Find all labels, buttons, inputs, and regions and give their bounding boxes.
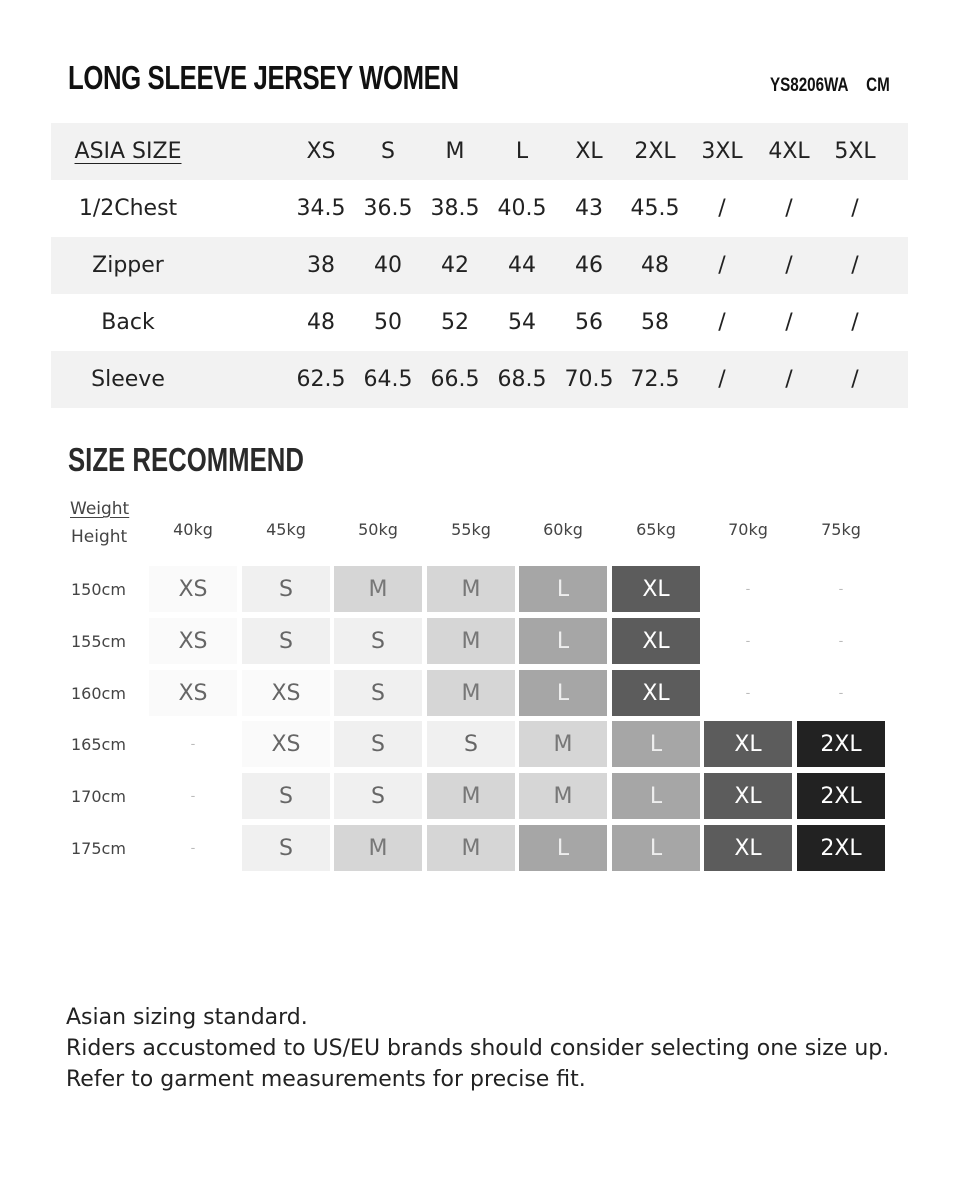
measurement-row: 1/2Chest 34.5 36.5 38.5 40.5 43 45.5 / / / <box>51 180 908 237</box>
measurement-value: 43 <box>575 196 603 221</box>
measurement-value: 58 <box>641 310 669 335</box>
size-column-header: L <box>515 139 529 164</box>
measurement-value: 40 <box>374 253 402 278</box>
size-recommend-cell: M <box>519 721 607 767</box>
weight-label: 55kg <box>451 520 491 539</box>
page-title: LONG SLEEVE JERSEY WOMEN <box>68 59 459 96</box>
height-label: 170cm <box>71 786 126 806</box>
weight-label: 50kg <box>358 520 398 539</box>
measurement-value: / <box>851 253 859 278</box>
size-recommend-cell: S <box>242 566 330 612</box>
size-recommend-cell: L <box>519 670 607 716</box>
size-recommend-cell: M <box>519 773 607 819</box>
measurement-value: 70.5 <box>564 367 614 392</box>
size-recommend-cell: XL <box>612 618 700 664</box>
size-recommend-cell: XS <box>149 566 237 612</box>
size-recommend-cell: XS <box>149 618 237 664</box>
note-line: Refer to garment measurements for precise fit. <box>66 1067 586 1092</box>
size-column-header: 2XL <box>634 139 676 164</box>
size-column-header: 4XL <box>768 139 810 164</box>
size-recommend-cell: XS <box>242 721 330 767</box>
measurement-value: / <box>718 196 726 221</box>
unit-label: CM <box>866 75 890 96</box>
measurement-value: / <box>785 196 793 221</box>
measurement-value: 72.5 <box>630 367 680 392</box>
size-recommend-cell: L <box>612 773 700 819</box>
size-recommend-cell: S <box>242 773 330 819</box>
measurement-value: / <box>785 367 793 392</box>
measurement-value: / <box>718 310 726 335</box>
size-recommend-empty-cell: - <box>745 633 751 649</box>
measurement-value: 40.5 <box>497 196 547 221</box>
size-recommend-cell: L <box>519 566 607 612</box>
height-label: 150cm <box>71 579 126 599</box>
measurement-value: 46 <box>575 253 603 278</box>
size-recommend-cell: L <box>612 721 700 767</box>
size-recommend-cell: XL <box>704 721 792 767</box>
size-recommend-title: SIZE RECOMMEND <box>68 441 304 478</box>
size-recommend-cell: S <box>427 721 515 767</box>
height-label: 160cm <box>71 683 126 703</box>
size-recommend-empty-cell: - <box>838 633 844 649</box>
note-line: Asian sizing standard. <box>66 1005 308 1030</box>
measurement-value: / <box>718 367 726 392</box>
weight-label: 75kg <box>821 520 861 539</box>
size-recommend-cell: S <box>242 825 330 871</box>
size-recommend-cell: XL <box>704 825 792 871</box>
size-recommend-cell: 2XL <box>797 721 885 767</box>
measurement-value: 38.5 <box>430 196 480 221</box>
height-label: 175cm <box>71 838 126 858</box>
model-number: YS8206WA <box>770 75 849 96</box>
measurement-row: Sleeve 62.5 64.5 66.5 68.5 70.5 72.5 / / / <box>51 351 908 408</box>
size-recommend-cell: S <box>334 721 422 767</box>
measurement-value: 48 <box>307 310 335 335</box>
size-recommend-cell: XL <box>612 670 700 716</box>
size-recommend-cell: XL <box>704 773 792 819</box>
size-recommend-cell: M <box>334 825 422 871</box>
weight-label: 65kg <box>636 520 676 539</box>
measurement-value: 36.5 <box>363 196 413 221</box>
measurement-value: 66.5 <box>430 367 480 392</box>
size-recommend-cell: S <box>334 618 422 664</box>
measurement-value: 45.5 <box>630 196 680 221</box>
measurement-value: 52 <box>441 310 469 335</box>
size-recommend-cell: M <box>427 670 515 716</box>
size-recommend-empty-cell: - <box>190 736 196 752</box>
size-recommend-empty-cell: - <box>838 685 844 701</box>
note-line: Riders accustomed to US/EU brands should consider selecting one size up. <box>66 1036 890 1061</box>
measurement-row: Back 48 50 52 54 56 58 / / / <box>51 294 908 351</box>
height-axis-label: Height <box>71 527 128 547</box>
weight-label: 40kg <box>173 520 213 539</box>
measurement-value: / <box>851 196 859 221</box>
height-label: 165cm <box>71 734 126 754</box>
size-recommend-empty-cell: - <box>745 685 751 701</box>
size-recommend-cell: L <box>519 618 607 664</box>
measurement-value: 42 <box>441 253 469 278</box>
size-recommend-cell: L <box>612 825 700 871</box>
size-column-header: M <box>445 139 465 164</box>
weight-label: 70kg <box>728 520 768 539</box>
size-recommend-cell: M <box>427 825 515 871</box>
size-recommend-cell: S <box>334 670 422 716</box>
size-recommend-empty-cell: - <box>745 581 751 597</box>
size-recommend-cell: L <box>519 825 607 871</box>
size-column-header: S <box>381 139 395 164</box>
measurement-value: 38 <box>307 253 335 278</box>
weight-label: 45kg <box>266 520 306 539</box>
measurement-value: / <box>851 310 859 335</box>
size-recommend-empty-cell: - <box>190 788 196 804</box>
size-recommend-cell: M <box>427 566 515 612</box>
measurement-value: 54 <box>508 310 536 335</box>
measurement-value: / <box>718 253 726 278</box>
size-recommend-cell: S <box>242 618 330 664</box>
measurement-value: 68.5 <box>497 367 547 392</box>
size-recommend-cell: XS <box>242 670 330 716</box>
height-label: 155cm <box>71 631 126 651</box>
measurement-value: / <box>785 253 793 278</box>
size-recommend-cell: S <box>334 773 422 819</box>
size-column-header: XS <box>306 139 336 164</box>
measurement-value: 34.5 <box>296 196 346 221</box>
measurement-value: 62.5 <box>296 367 346 392</box>
size-recommend-cell: XL <box>612 566 700 612</box>
measurement-value: 56 <box>575 310 603 335</box>
size-recommend-cell: 2XL <box>797 773 885 819</box>
measurement-value: 44 <box>508 253 536 278</box>
measurement-row: Zipper 38 40 42 44 46 48 / / / <box>51 237 908 294</box>
weight-label: 60kg <box>543 520 583 539</box>
size-column-header: XL <box>575 139 603 164</box>
size-column-header: 5XL <box>834 139 876 164</box>
measurement-header-row: ASIA SIZE XS S M L XL 2XL 3XL 4XL 5XL <box>51 123 908 180</box>
size-recommend-empty-cell: - <box>190 840 196 856</box>
measurement-value: / <box>785 310 793 335</box>
size-recommend-cell: M <box>427 618 515 664</box>
measurement-value: / <box>851 367 859 392</box>
size-recommend-cell: M <box>427 773 515 819</box>
measurement-value: 64.5 <box>363 367 413 392</box>
size-recommend-cell: XS <box>149 670 237 716</box>
size-column-header: 3XL <box>701 139 743 164</box>
size-recommend-empty-cell: - <box>838 581 844 597</box>
measurement-value: 50 <box>374 310 402 335</box>
weight-axis-label: Weight <box>70 499 130 519</box>
size-recommend-cell: M <box>334 566 422 612</box>
size-recommend-cell: 2XL <box>797 825 885 871</box>
sizing-notes <box>66 1002 906 1095</box>
measurement-value: 48 <box>641 253 669 278</box>
